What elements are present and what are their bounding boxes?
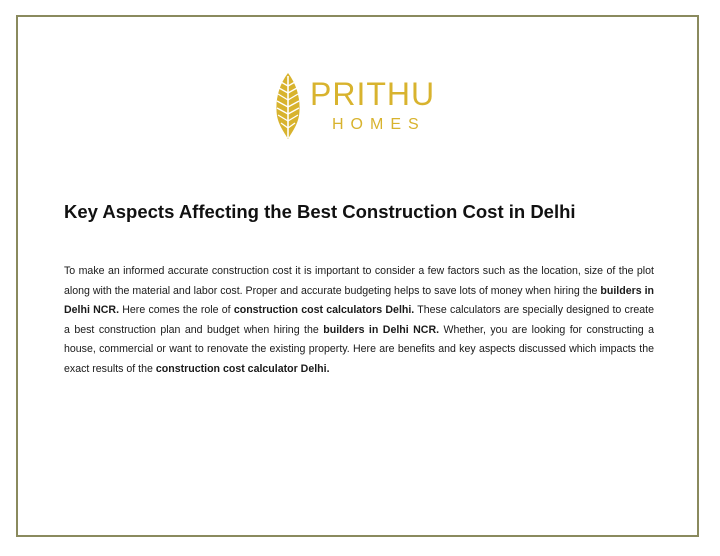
keyword-link: builders in Delhi NCR. — [64, 284, 654, 316]
keyword-link: builders in Delhi NCR. — [323, 323, 440, 336]
leaf-icon — [274, 72, 302, 140]
text-segment: Here comes the role of — [119, 304, 234, 316]
keyword-link: construction cost calculators Delhi. — [233, 304, 415, 316]
brand-name: PRITHU — [310, 76, 436, 112]
keyword-link: construction cost calculator Delhi. — [155, 362, 330, 375]
text-segment: These calculators are specially designed to create a best construction plan and budget when hiring the — [64, 304, 654, 336]
text-segment: To make an informed accurate construction cost it is important to consider a few factors such as the location, size of the plot along with the material and labor cost. Proper and accurate budgeting helps to save lots of money when hiring the — [64, 265, 654, 297]
prithu-homes-logo — [274, 72, 454, 142]
page-heading: Key Aspects Affecting the Best Construction Cost in Delhi — [64, 201, 576, 222]
brand-subtitle: HOMES — [332, 116, 426, 133]
text-segment: Whether, you are looking for constructing a house, commercial or want to renovate the existing property. Here are benefits and key aspects discussed which impacts the exact results of the — [64, 323, 654, 375]
body-paragraph — [64, 262, 654, 379]
